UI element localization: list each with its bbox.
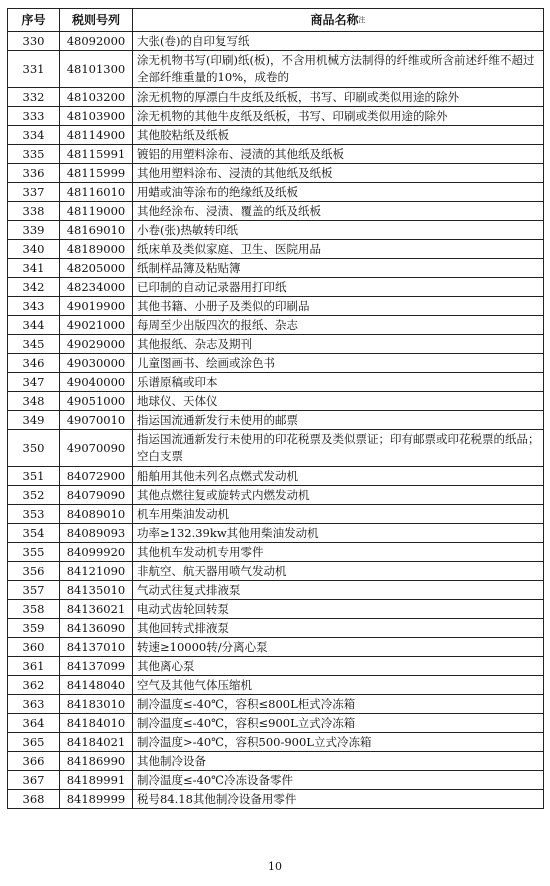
table-row xyxy=(8,278,544,297)
cell-serial-no: 362 xyxy=(8,676,60,695)
header-product-name-label: 商品名称 xyxy=(310,12,359,27)
cell-product-name: 涂无机物的厚漂白牛皮纸及纸板，书写、印刷或类似用途的除外 xyxy=(133,88,544,107)
cell-tariff-code: 48169010 xyxy=(60,221,133,240)
cell-serial-no: 342 xyxy=(8,278,60,297)
table-row xyxy=(8,297,544,316)
cell-product-name: 其他回转式排液泵 xyxy=(133,619,544,638)
cell-tariff-code: 49030000 xyxy=(60,354,133,373)
table-row xyxy=(8,657,544,676)
cell-serial-no: 360 xyxy=(8,638,60,657)
cell-serial-no: 337 xyxy=(8,183,60,202)
cell-serial-no: 367 xyxy=(8,771,60,790)
table-row xyxy=(8,164,544,183)
cell-product-name: 电动式齿轮回转泵 xyxy=(133,600,544,619)
cell-product-name: 其他点燃往复或旋转式内燃发动机 xyxy=(133,486,544,505)
page-number: 10 xyxy=(268,860,282,873)
cell-serial-no: 363 xyxy=(8,695,60,714)
cell-product-name: 空气及其他气体压缩机 xyxy=(133,676,544,695)
cell-serial-no: 356 xyxy=(8,562,60,581)
table-row xyxy=(8,354,544,373)
cell-tariff-code: 84072900 xyxy=(60,467,133,486)
cell-product-name: 指运国流通新发行未使用的邮票 xyxy=(133,411,544,430)
cell-serial-no: 347 xyxy=(8,373,60,392)
table-row xyxy=(8,562,544,581)
cell-tariff-code: 84079090 xyxy=(60,486,133,505)
table-row xyxy=(8,676,544,695)
cell-product-name: 税号84.18其他制冷设备用零件 xyxy=(133,790,544,809)
header-product-name xyxy=(133,9,544,32)
table-row xyxy=(8,638,544,657)
cell-tariff-code: 49040000 xyxy=(60,373,133,392)
table-row xyxy=(8,695,544,714)
cell-product-name: 指运国流通新发行未使用的印花税票及类似票证；印有邮票或印花税票的纸品；空白支票 xyxy=(133,430,544,467)
cell-serial-no: 348 xyxy=(8,392,60,411)
table-row xyxy=(8,752,544,771)
cell-tariff-code: 84089010 xyxy=(60,505,133,524)
cell-serial-no: 332 xyxy=(8,88,60,107)
table-row xyxy=(8,126,544,145)
cell-product-name: 小卷(张)热敏转印纸 xyxy=(133,221,544,240)
cell-serial-no: 331 xyxy=(8,51,60,88)
cell-serial-no: 349 xyxy=(8,411,60,430)
cell-product-name: 大张(卷)的自印复写纸 xyxy=(133,32,544,51)
cell-tariff-code: 84184021 xyxy=(60,733,133,752)
cell-product-name: 其他胶粘纸及纸板 xyxy=(133,126,544,145)
table-row xyxy=(8,221,544,240)
table-row xyxy=(8,411,544,430)
table-row xyxy=(8,771,544,790)
cell-product-name: 其他机车发动机专用零件 xyxy=(133,543,544,562)
table-row xyxy=(8,335,544,354)
cell-product-name: 其他书籍、小册子及类似的印刷品 xyxy=(133,297,544,316)
cell-serial-no: 333 xyxy=(8,107,60,126)
cell-serial-no: 340 xyxy=(8,240,60,259)
cell-serial-no: 330 xyxy=(8,32,60,51)
cell-product-name: 涂无机物书写(印刷)纸(板)，不含用机械方法制得的纤维或所含前述纤维不超过全部纤维重量的10%，成卷的 xyxy=(133,51,544,88)
table-row xyxy=(8,430,544,467)
cell-serial-no: 366 xyxy=(8,752,60,771)
cell-serial-no: 334 xyxy=(8,126,60,145)
table-row xyxy=(8,32,544,51)
cell-tariff-code: 48092000 xyxy=(60,32,133,51)
cell-tariff-code: 84136090 xyxy=(60,619,133,638)
cell-tariff-code: 48116010 xyxy=(60,183,133,202)
cell-product-name: 乐谱原稿或印本 xyxy=(133,373,544,392)
cell-serial-no: 345 xyxy=(8,335,60,354)
cell-tariff-code: 84186990 xyxy=(60,752,133,771)
cell-tariff-code: 49019900 xyxy=(60,297,133,316)
cell-product-name: 机车用柴油发动机 xyxy=(133,505,544,524)
table-row xyxy=(8,107,544,126)
cell-serial-no: 335 xyxy=(8,145,60,164)
cell-product-name: 已印制的自动记录器用打印纸 xyxy=(133,278,544,297)
table-row xyxy=(8,619,544,638)
cell-serial-no: 352 xyxy=(8,486,60,505)
cell-product-name: 制冷温度>-40℃，容积500-900L立式冷冻箱 xyxy=(133,733,544,752)
cell-tariff-code: 48119000 xyxy=(60,202,133,221)
tariff-table xyxy=(7,8,544,809)
cell-product-name: 转速≥10000转/分离心泵 xyxy=(133,638,544,657)
cell-serial-no: 357 xyxy=(8,581,60,600)
table-row xyxy=(8,505,544,524)
cell-tariff-code: 84135010 xyxy=(60,581,133,600)
cell-serial-no: 365 xyxy=(8,733,60,752)
cell-product-name: 功率≥132.39kw其他用柴油发动机 xyxy=(133,524,544,543)
table-body xyxy=(8,32,544,809)
cell-tariff-code: 84089093 xyxy=(60,524,133,543)
table-row xyxy=(8,467,544,486)
cell-tariff-code: 84189999 xyxy=(60,790,133,809)
cell-tariff-code: 48189000 xyxy=(60,240,133,259)
cell-tariff-code: 84137099 xyxy=(60,657,133,676)
cell-serial-no: 343 xyxy=(8,297,60,316)
cell-tariff-code: 84137010 xyxy=(60,638,133,657)
cell-serial-no: 350 xyxy=(8,430,60,467)
cell-serial-no: 353 xyxy=(8,505,60,524)
cell-serial-no: 351 xyxy=(8,467,60,486)
cell-serial-no: 364 xyxy=(8,714,60,733)
cell-product-name: 船舶用其他未列名点燃式发动机 xyxy=(133,467,544,486)
table-row xyxy=(8,600,544,619)
cell-tariff-code: 84148040 xyxy=(60,676,133,695)
cell-serial-no: 355 xyxy=(8,543,60,562)
table-row xyxy=(8,88,544,107)
table-row xyxy=(8,259,544,278)
table-header-row xyxy=(8,9,544,32)
cell-product-name: 纸床单及类似家庭、卫生、医院用品 xyxy=(133,240,544,259)
table-row xyxy=(8,240,544,259)
cell-product-name: 其他经涂布、浸渍、覆盖的纸及纸板 xyxy=(133,202,544,221)
table-row xyxy=(8,581,544,600)
cell-product-name: 气动式往复式排液泵 xyxy=(133,581,544,600)
cell-product-name: 用蜡或油等涂布的绝缘纸及纸板 xyxy=(133,183,544,202)
cell-tariff-code: 84183010 xyxy=(60,695,133,714)
cell-tariff-code: 49021000 xyxy=(60,316,133,335)
header-note-mark: 注 xyxy=(358,15,366,24)
cell-tariff-code: 84189991 xyxy=(60,771,133,790)
cell-tariff-code: 48114900 xyxy=(60,126,133,145)
header-tariff-code: 税则号列 xyxy=(60,9,133,32)
cell-tariff-code: 48103200 xyxy=(60,88,133,107)
cell-product-name: 其他报纸、杂志及期刊 xyxy=(133,335,544,354)
table-row xyxy=(8,51,544,88)
table-row xyxy=(8,486,544,505)
cell-tariff-code: 49070090 xyxy=(60,430,133,467)
cell-serial-no: 341 xyxy=(8,259,60,278)
cell-serial-no: 339 xyxy=(8,221,60,240)
cell-serial-no: 346 xyxy=(8,354,60,373)
cell-serial-no: 354 xyxy=(8,524,60,543)
cell-tariff-code: 48101300 xyxy=(60,51,133,88)
cell-serial-no: 368 xyxy=(8,790,60,809)
cell-product-name: 每周至少出版四次的报纸、杂志 xyxy=(133,316,544,335)
cell-product-name: 其他制冷设备 xyxy=(133,752,544,771)
table-row xyxy=(8,733,544,752)
table-row xyxy=(8,202,544,221)
cell-tariff-code: 48205000 xyxy=(60,259,133,278)
table-row xyxy=(8,790,544,809)
cell-product-name: 非航空、航天器用喷气发动机 xyxy=(133,562,544,581)
table-row xyxy=(8,373,544,392)
cell-product-name: 地球仪、天体仪 xyxy=(133,392,544,411)
table-row xyxy=(8,316,544,335)
cell-tariff-code: 49051000 xyxy=(60,392,133,411)
table-row xyxy=(8,714,544,733)
cell-serial-no: 358 xyxy=(8,600,60,619)
cell-tariff-code: 48115999 xyxy=(60,164,133,183)
cell-serial-no: 359 xyxy=(8,619,60,638)
cell-product-name: 镀铝的用塑料涂布、浸渍的其他纸及纸板 xyxy=(133,145,544,164)
cell-tariff-code: 84099920 xyxy=(60,543,133,562)
cell-serial-no: 344 xyxy=(8,316,60,335)
cell-product-name: 儿童图画书、绘画或涂色书 xyxy=(133,354,544,373)
cell-product-name: 制冷温度≤-40℃冷冻设备零件 xyxy=(133,771,544,790)
cell-serial-no: 361 xyxy=(8,657,60,676)
table-row xyxy=(8,543,544,562)
cell-tariff-code: 48115991 xyxy=(60,145,133,164)
table-row xyxy=(8,392,544,411)
header-serial-no: 序号 xyxy=(8,9,60,32)
table-row xyxy=(8,183,544,202)
cell-tariff-code: 84136021 xyxy=(60,600,133,619)
cell-product-name: 制冷温度≤-40℃，容积≤800L柜式冷冻箱 xyxy=(133,695,544,714)
cell-serial-no: 336 xyxy=(8,164,60,183)
cell-product-name: 涂无机物的其他牛皮纸及纸板，书写、印刷或类似用途的除外 xyxy=(133,107,544,126)
cell-tariff-code: 48103900 xyxy=(60,107,133,126)
cell-tariff-code: 84184010 xyxy=(60,714,133,733)
cell-serial-no: 338 xyxy=(8,202,60,221)
cell-product-name: 制冷温度≤-40℃，容积≤900L立式冷冻箱 xyxy=(133,714,544,733)
cell-product-name: 其他离心泵 xyxy=(133,657,544,676)
cell-tariff-code: 49070010 xyxy=(60,411,133,430)
cell-product-name: 其他用塑料涂布、浸渍的其他纸及纸板 xyxy=(133,164,544,183)
table-row xyxy=(8,524,544,543)
cell-tariff-code: 49029000 xyxy=(60,335,133,354)
cell-tariff-code: 48234000 xyxy=(60,278,133,297)
cell-product-name: 纸制样品簿及粘贴簿 xyxy=(133,259,544,278)
table-row xyxy=(8,145,544,164)
cell-tariff-code: 84121090 xyxy=(60,562,133,581)
